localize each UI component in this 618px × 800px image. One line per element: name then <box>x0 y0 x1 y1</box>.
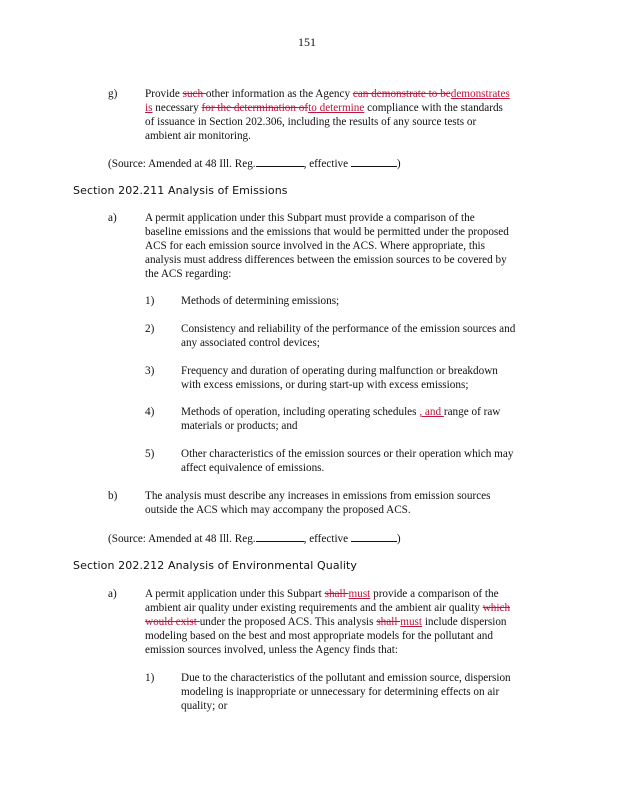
item-g-line-4: ambient air monitoring. <box>145 130 251 142</box>
page-number: 151 <box>298 35 316 49</box>
subitem-2-text: any associated control devices; <box>181 337 320 349</box>
inserted-text: is <box>145 102 153 114</box>
paragraph-line: A permit application under this Subpart must provide a comparison of the <box>145 212 475 224</box>
paragraph-line: analysis must address differences between the emission sources to be covered by <box>145 254 507 266</box>
paragraph-line: ambient air quality under existing requirements and the ambient air quality which <box>145 602 511 614</box>
subitem-4-text: Methods of operation, including operating schedules , and range of raw <box>181 406 501 418</box>
item-g-line-2: is necessary for the determination ofto determine compliance with the standards <box>145 102 503 114</box>
item-a-label: a) <box>108 212 117 224</box>
item-g-label: g) <box>108 88 118 100</box>
deleted-text: can demonstrate to be <box>352 88 451 100</box>
item-a-label: a) <box>108 588 117 600</box>
subitem-3-label: 3) <box>145 365 155 377</box>
subitem-1-label: 1) <box>145 295 155 307</box>
item-g-line-3: of issuance in Section 202.306, including the results of any source tests or <box>145 116 477 128</box>
paragraph-line: baseline emissions and the emissions that would be permitted under the proposed <box>145 226 509 238</box>
subitem-4-text: materials or products; and <box>181 420 298 432</box>
paragraph-line: The analysis must describe any increases in emissions from emission sources <box>145 490 491 502</box>
subitem-1-text: Methods of determining emissions; <box>181 295 340 307</box>
section-heading: Section 202.212 Analysis of Environmental Quality <box>73 559 358 572</box>
paragraph-line: modeling based on the best and most appropriate models for the pollutant and <box>145 630 493 642</box>
paragraph-line: outside the ACS which may accompany the proposed ACS. <box>145 504 411 516</box>
paragraph-line: emission sources involved, unless the Agency finds that: <box>145 644 398 656</box>
deleted-text: shall <box>376 616 401 628</box>
deleted-text: would exist <box>145 616 200 628</box>
subitem-1-label: 1) <box>145 672 155 684</box>
subitem-3-text: Frequency and duration of operating during malfunction or breakdown <box>181 365 498 377</box>
paragraph-line: A permit application under this Subpart shall must provide a comparison of the <box>145 588 499 600</box>
section-heading: Section 202.211 Analysis of Emissions <box>73 184 288 197</box>
subitem-1-text: modeling is inappropriate or unnecessary for determining effects on air <box>181 686 500 698</box>
deleted-text: for the determination of <box>201 102 309 114</box>
inserted-text: demonstrates <box>450 88 510 100</box>
blank-line <box>256 532 304 542</box>
subitem-2-text: Consistency and reliability of the performance of the emission sources and <box>181 323 516 335</box>
subitem-2-label: 2) <box>145 323 155 335</box>
inserted-text: must <box>400 616 423 628</box>
paragraph-line: would exist under the proposed ACS. This analysis shall must include dispersion <box>145 616 507 628</box>
source-note: (Source: Amended at 48 Ill. Reg. , effective ) <box>108 533 401 545</box>
source-note: (Source: Amended at 48 Ill. Reg. , effective ) <box>108 158 401 170</box>
subitem-5-text: Other characteristics of the emission sources or their operation which may <box>181 448 514 460</box>
subitem-5-label: 5) <box>145 448 155 460</box>
inserted-text: , and <box>419 406 444 418</box>
deleted-text: such <box>182 88 206 100</box>
deleted-text: shall <box>324 588 349 600</box>
subitem-1-text: quality; or <box>181 700 228 712</box>
item-b-label: b) <box>108 490 118 502</box>
deleted-text: which <box>482 602 511 614</box>
blank-line <box>351 532 397 542</box>
paragraph-line: ACS for each emission source involved in the ACS. Where appropriate, this <box>145 240 486 252</box>
paragraph-line: the ACS regarding: <box>145 268 232 280</box>
subitem-1-text: Due to the characteristics of the pollutant and emission source, dispersion <box>181 672 511 684</box>
blank-line <box>351 157 397 167</box>
subitem-5-text: affect equivalence of emissions. <box>181 462 325 474</box>
subitem-4-label: 4) <box>145 406 155 418</box>
item-g-line-1: Provide such other information as the Agency can demonstrate to bedemonstrates <box>145 88 510 100</box>
inserted-text: must <box>348 588 371 600</box>
blank-line <box>256 157 304 167</box>
inserted-text: to determine <box>308 102 365 114</box>
subitem-3-text: with excess emissions, or during start-up with excess emissions; <box>181 379 469 391</box>
